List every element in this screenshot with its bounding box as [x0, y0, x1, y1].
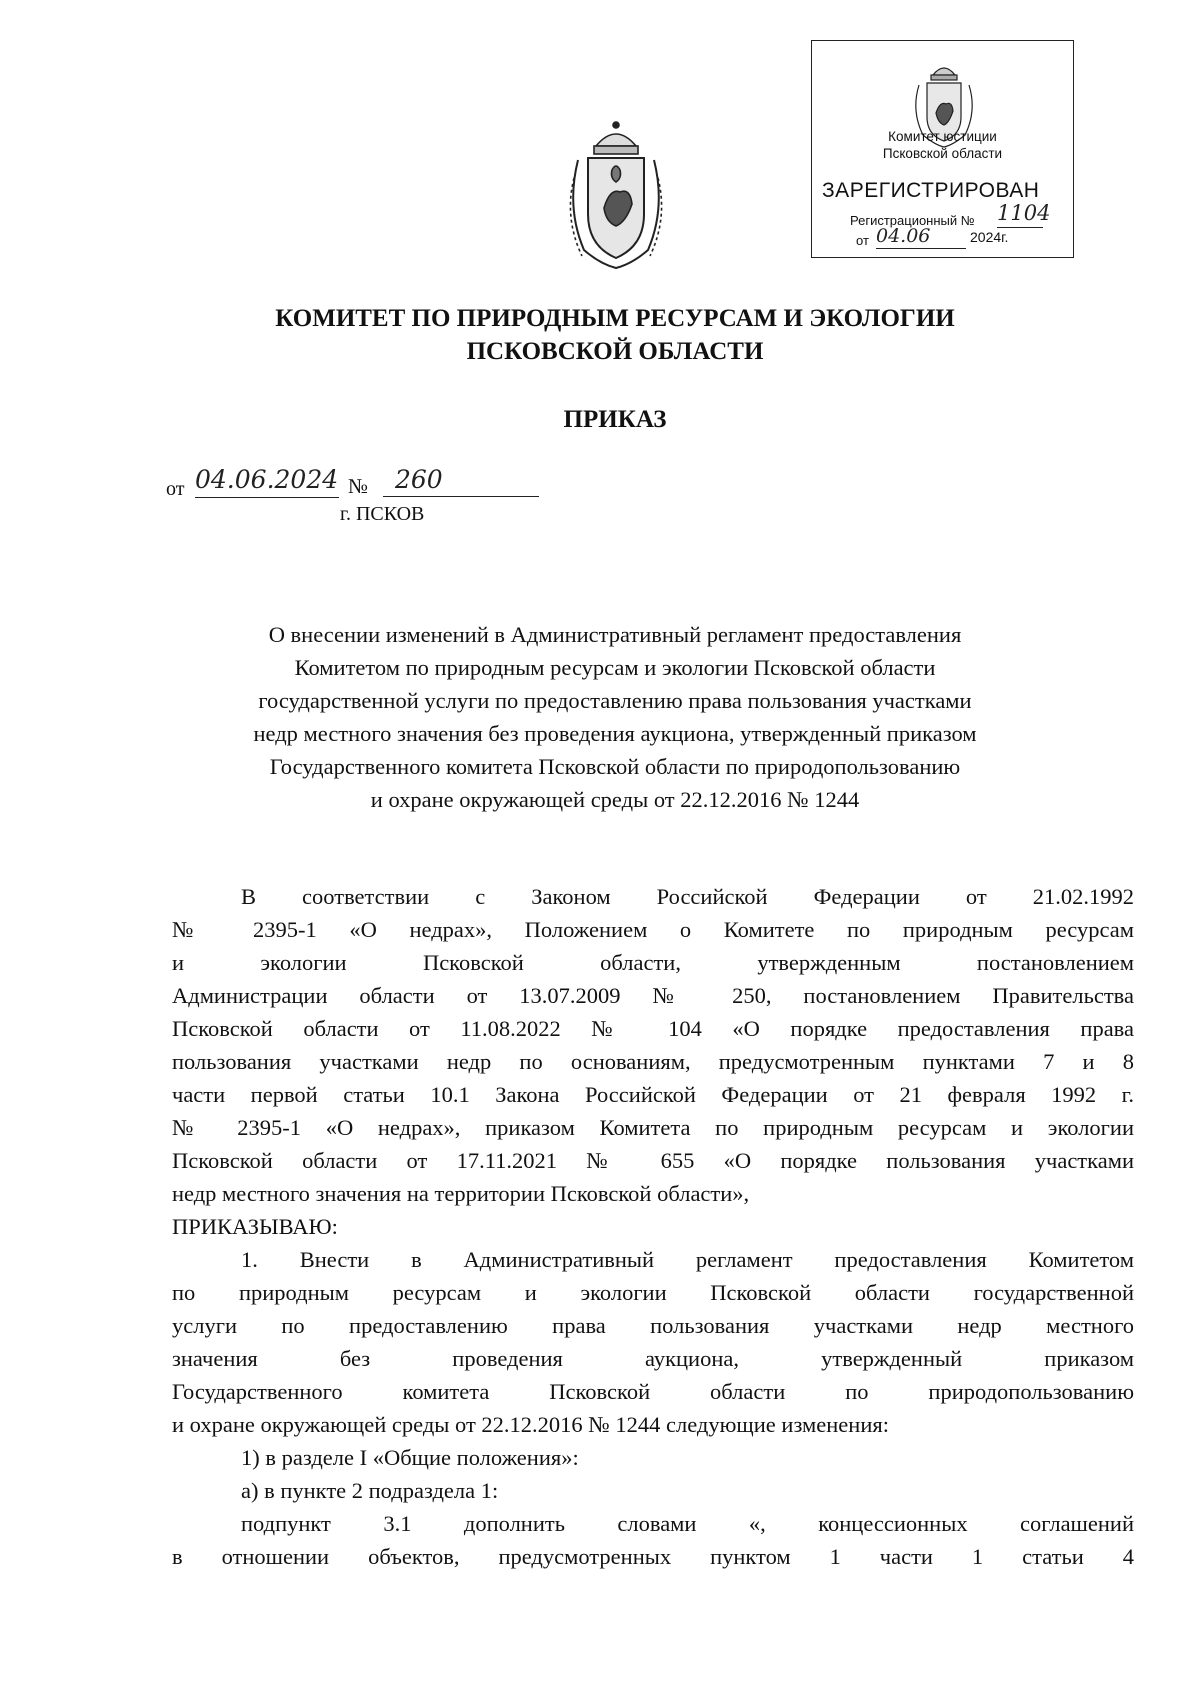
body-line: значения без проведения аукциона, утвержденный приказом [172, 1346, 1134, 1371]
body-line: услуги по предоставлению права пользования участками недр местного [172, 1313, 1134, 1338]
body-line: № 2395-1 «О недрах», приказом Комитета по природным ресурсам и экологии [172, 1115, 1134, 1140]
body-line: недр местного значения на территории Псковской области», [172, 1181, 750, 1206]
body-line: а) в пункте 2 подраздела 1: [241, 1478, 499, 1503]
subject-line: О внесении изменений в Административный регламент предоставления [268, 622, 962, 647]
date-prefix: от [166, 478, 185, 500]
body-line: В соответствии с Законом Российской Федерации от 21.02.1992 [241, 884, 1134, 909]
coat-of-arms-icon [560, 118, 672, 270]
subject-line: недр местного значения без проведения аукциона, утвержденный приказом [253, 721, 977, 746]
organization-title-line1: КОМИТЕТ ПО ПРИРОДНЫМ РЕСУРСАМ И ЭКОЛОГИИ [275, 305, 955, 332]
subject-line: государственной услуги по предоставлению права пользования участками [258, 688, 972, 713]
body-line: по природным ресурсам и экологии Псковской области государственной [172, 1280, 1134, 1305]
body-line: в отношении объектов, предусмотренных пунктом 1 части 1 статьи 4 [172, 1544, 1134, 1569]
body-line: Администрации области от 13.07.2009 № 250, постановлением Правительства [172, 983, 1134, 1008]
number-sign: № [348, 474, 369, 498]
body-line: Псковской области от 17.11.2021 № 655 «О порядке пользования участками [172, 1148, 1134, 1173]
body-line: и экологии Псковской области, утвержденным постановлением [172, 950, 1134, 975]
body-line: Государственного комитета Псковской области по природопользованию [172, 1379, 1134, 1404]
body-line: 1) в разделе I «Общие положения»: [241, 1445, 579, 1470]
document-type: ПРИКАЗ [563, 406, 667, 433]
stamp-status: ЗАРЕГИСТРИРОВАН [822, 179, 1040, 202]
stamp-year: 2024г. [970, 229, 1009, 245]
stamp-date: 04.06 [876, 225, 966, 249]
order-number: 260 [383, 465, 539, 497]
stamp-org-line2: Псковской области [882, 146, 1003, 161]
stamp-registration-label: Регистрационный № [850, 213, 975, 228]
subject-line: Комитетом по природным ресурсам и экологии Псковской области [294, 655, 936, 680]
body-line: пользования участками недр по основаниям, предусмотренным пунктами 7 и 8 [172, 1049, 1134, 1074]
order-directive: ПРИКАЗЫВАЮ: [172, 1214, 338, 1239]
stamp-org-line1: Комитет юстиции [888, 129, 997, 144]
body-line: и охране окружающей среды от 22.12.2016 № 1244 следующие изменения: [172, 1412, 889, 1437]
subject-line: Государственного комитета Псковской области по природопользованию [269, 754, 961, 779]
body-line: подпункт 3.1 дополнить словами «, концессионных соглашений [241, 1511, 1134, 1536]
order-date: 04.06.2024 [195, 465, 339, 498]
registration-stamp [811, 40, 1074, 258]
body-line: № 2395-1 «О недрах», Положением о Комитете по природным ресурсам [172, 917, 1134, 942]
stamp-from-label: от [856, 233, 869, 248]
organization-title-line2: ПСКОВСКОЙ ОБЛАСТИ [466, 338, 764, 365]
stamp-registration-number: 1104 [997, 201, 1043, 228]
body-line: части первой статьи 10.1 Закона Российской Федерации от 21 февраля 1992 г. [172, 1082, 1134, 1107]
body-line: Псковской области от 11.08.2022 № 104 «О порядке предоставления права [172, 1016, 1134, 1041]
city: г. ПСКОВ [340, 503, 425, 525]
subject-line: и охране окружающей среды от 22.12.2016 № 1244 [370, 787, 860, 812]
body-line: 1. Внести в Административный регламент предоставления Комитетом [241, 1247, 1134, 1272]
